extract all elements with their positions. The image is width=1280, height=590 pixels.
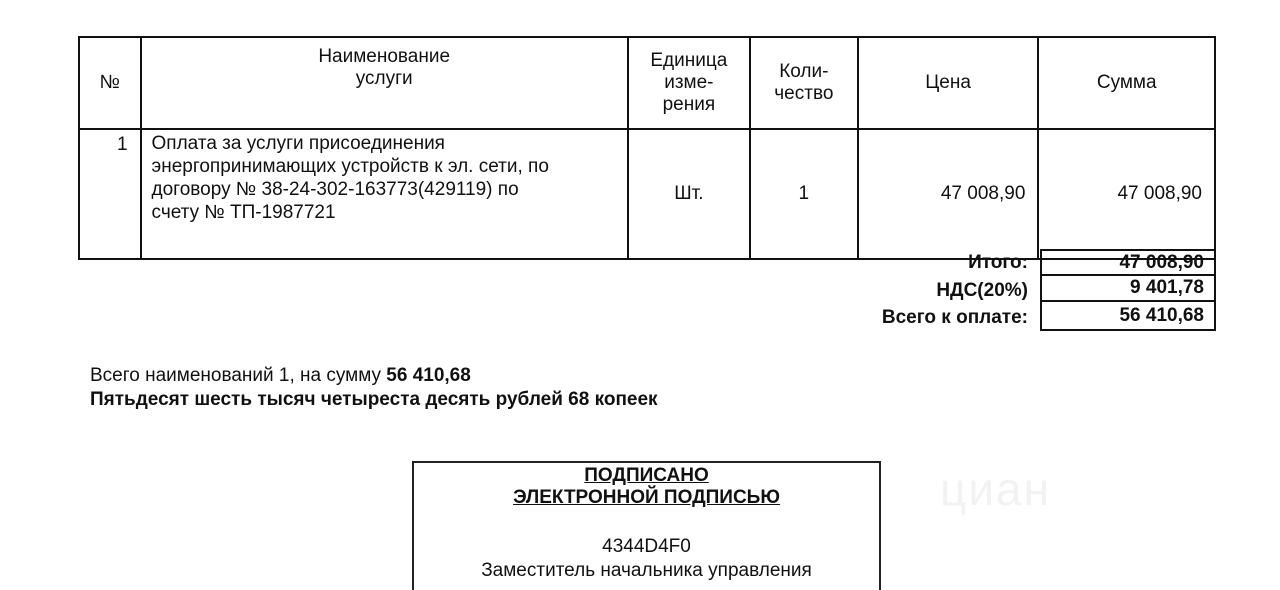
header-price: Цена — [858, 37, 1039, 129]
header-sum: Сумма — [1038, 37, 1215, 129]
stamp-title-line-2: ЭЛЕКТРОННОЙ ПОДПИСЬЮ — [513, 487, 780, 508]
amount-summary — [90, 364, 658, 412]
row-quantity: 1 — [750, 129, 858, 259]
header-number: № — [79, 37, 141, 129]
stamp-title-line-1: ПОДПИСАНО — [584, 465, 709, 486]
summary-prefix: Всего наименований 1, на сумму — [90, 365, 387, 386]
vat-value: 9 401,78 — [1040, 276, 1216, 302]
header-unit: Единица изме- рения — [628, 37, 750, 129]
subtotal-label: Итого: — [968, 252, 1028, 273]
table-row — [79, 129, 1215, 259]
invoice-table — [78, 36, 1216, 260]
stamp-signer-role: Заместитель начальника управления — [481, 560, 812, 581]
amount-in-words: Пятьдесят шесть тысяч четыреста десять рублей 68 копеек — [90, 389, 658, 410]
total-label: Всего к оплате: — [881, 307, 1028, 328]
header-service-name: Наименование услуги — [141, 37, 628, 129]
row-service-name: Оплата за услуги присоединения энергопринимающих устройств к эл. сети, по договору № 38-24-302-163773(429119) по счету № ТП-1987721 — [141, 129, 628, 259]
subtotal-value: 47 008,90 — [1040, 249, 1216, 276]
row-unit: Шт. — [628, 129, 750, 259]
total-value: 56 410,68 — [1040, 302, 1216, 331]
row-number: 1 — [79, 129, 141, 259]
watermark: циан — [940, 463, 1052, 515]
row-price: 47 008,90 — [858, 129, 1039, 259]
summary-line-count — [90, 364, 658, 388]
vat-label: НДС(20%) — [936, 280, 1028, 301]
header-quantity: Коли- чество — [750, 37, 858, 129]
electronic-signature-stamp — [412, 461, 881, 590]
row-sum: 47 008,90 — [1038, 129, 1215, 259]
stamp-certificate-code: 4344D4F0 — [602, 536, 691, 557]
summary-amount: 56 410,68 — [386, 365, 471, 386]
table-header-row — [79, 37, 1215, 129]
